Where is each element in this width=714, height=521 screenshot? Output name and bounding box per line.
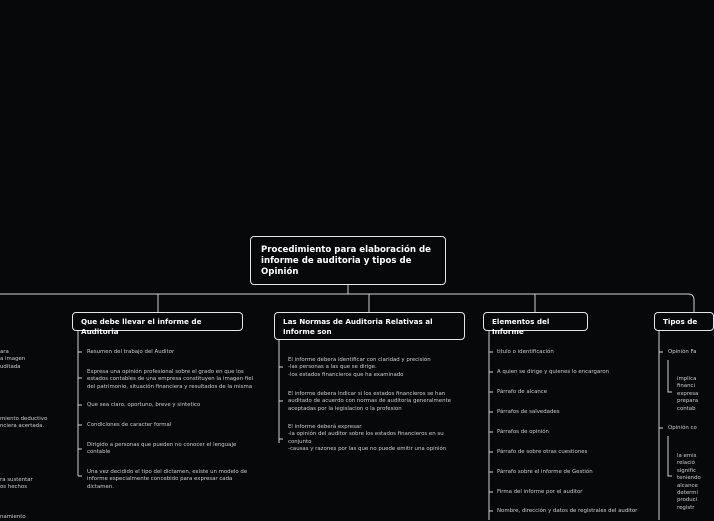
leaf-item-cropped[interactable]: namiento [0, 514, 26, 520]
leaf-item[interactable]: Párrafos de salvedades [497, 409, 560, 415]
leaf-item[interactable]: El informe debera indicar si los estados financieros se han auditado de acuerdo con normas de auditoria generalmente aceptadas por la legislacion o la profesion [288, 391, 451, 412]
leaf-item[interactable]: la emis relació signific teniendo alcance determi produci registr [677, 453, 701, 511]
leaf-item-cropped[interactable]: ra sustentar os hechos [0, 477, 33, 491]
leaf-item[interactable]: A quien se dirige y quienes lo encargaron [497, 369, 610, 375]
branch-label: Que debe llevar el informe de Auditoria [81, 317, 202, 336]
leaf-item-cropped[interactable]: miento deductivo nciera acertada. [0, 416, 48, 430]
leaf-item[interactable]: Párrafo de sobre otras cuestiones [497, 449, 588, 455]
leaf-item[interactable]: Condiciones de caracter formal [87, 422, 172, 428]
branch-informe-auditoria[interactable] [72, 312, 243, 336]
leaf-item[interactable]: Opinión Fa [668, 349, 697, 355]
leaf-item[interactable]: Párrafo sobre el informe de Gestión [497, 469, 593, 475]
leaf-item[interactable]: Opinión co [668, 425, 697, 431]
leaf-item[interactable]: Nombre, dirección y datos de registrales del auditor [497, 508, 638, 514]
branch-label: Las Normas de Auditoria Relativas al Informe son [283, 317, 433, 336]
leaf-item[interactable]: implica financi expresa prepara contab [677, 376, 699, 412]
leaf-item[interactable]: Resumen del trabajo del Auditor [87, 349, 175, 355]
leaf-item[interactable]: Firma del informe por el auditor [497, 489, 583, 495]
branch-elementos-informe[interactable] [483, 312, 588, 336]
branch-label: Elementos del Informe [492, 317, 550, 336]
leaf-item[interactable]: Expresa una opinión profesional sobre el grado en que los estados contables de una empresa constituyen la imagen fiel del patrimonio, situación financiera y resultados de la misma [87, 369, 254, 390]
leaf-item[interactable]: Párrafos de opinión [497, 429, 549, 435]
branch-label: Tipos de [663, 317, 698, 326]
central-topic-label: Procedimiento para elaboración de informe de auditoria y tipos de Opinión [261, 245, 431, 277]
leaf-item[interactable]: El informe debera identificar con claridad y precisión -las personas a las que se dirige. -los estados financieros que ha examinado [288, 357, 431, 378]
central-topic[interactable] [250, 236, 446, 285]
leaf-item[interactable]: titulo o identificación [497, 349, 554, 355]
leaf-item[interactable]: Dirigido a personas que pueden no conocer el lenguaje contable [87, 442, 237, 456]
branch-normas-auditoria[interactable] [274, 312, 465, 340]
leaf-item[interactable]: Una vez decidido el tipo del dictamen, existe un modelo de informe especialmente concebido para expresar cada dictamen. [87, 469, 248, 490]
branch-tipos-opinion[interactable] [654, 312, 714, 331]
leaf-item[interactable]: Que sea claro, oportuno, breve y sintetico [87, 402, 201, 408]
leaf-item[interactable]: Párrafo de alcance [497, 389, 548, 395]
leaf-item-cropped[interactable]: ara a imagen uditada [0, 349, 26, 370]
leaf-item[interactable]: El informe deberá expresar -la opinión del auditor sobre los estados financieros en su conjunto -causas y razones por las que no puede emitir una opinión [288, 424, 447, 453]
